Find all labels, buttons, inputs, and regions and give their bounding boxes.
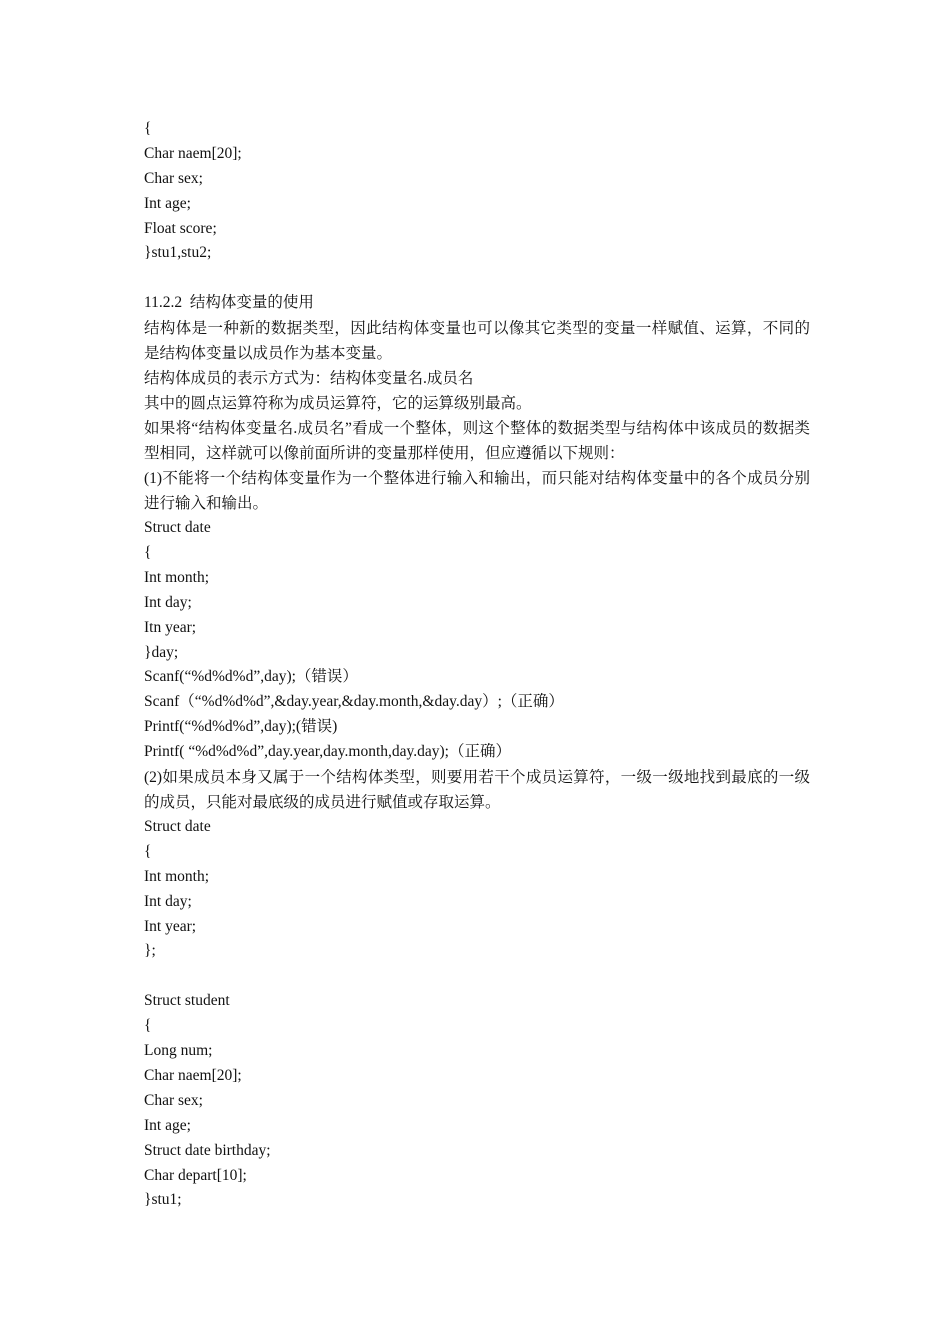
code-line: Scanf（“%d%d%d”,&day.year,&day.month,&day.day）;（正确） — [144, 693, 564, 711]
code-line: Scanf(“%d%d%d”,day);（错误） — [144, 668, 358, 686]
paragraph: 如果将“结构体变量名.成员名”看成一个整体，则这个整体的数据类型与结构体中该成员的数据类型相同，这样就可以像前面所讲的变量那样使用，但应遵循以下规则： — [144, 420, 810, 463]
code-line: Printf(“%d%d%d”,day);(错误) — [144, 718, 338, 736]
code-line: }stu1,stu2; — [144, 244, 212, 262]
code-line: Char naem[20]; — [144, 1066, 242, 1084]
code-line: Int day; — [144, 892, 192, 910]
code-line: Int month; — [144, 867, 210, 885]
code-line: Int age; — [144, 194, 191, 212]
code-line: Int age; — [144, 1116, 191, 1134]
paragraph: 其中的圆点运算符称为成员运算符，它的运算级别最高。 — [144, 395, 532, 413]
code-line: Char naem[20]; — [144, 144, 242, 162]
code-line: }stu1; — [144, 1191, 182, 1209]
code-line: { — [144, 544, 152, 562]
code-line: Char sex; — [144, 1091, 203, 1109]
code-line: { — [144, 842, 152, 860]
paragraph: 结构体是一种新的数据类型，因此结构体变量也可以像其它类型的变量一样赋值、运算，不同的是结构体变量以成员作为基本变量。 — [144, 320, 810, 363]
spacer — [144, 964, 810, 989]
code-line: Struct date birthday; — [144, 1141, 271, 1159]
code-block-d — [144, 989, 810, 1213]
paragraph: 结构体成员的表示方式为：结构体变量名.成员名 — [144, 370, 474, 388]
code-line: Char depart[10]; — [144, 1166, 247, 1184]
code-line: { — [144, 120, 152, 137]
code-block-b — [144, 516, 810, 765]
code-line: Itn year; — [144, 618, 197, 636]
code-line: Struct date — [144, 519, 211, 537]
code-line: Char sex; — [144, 169, 203, 187]
code-line: { — [144, 1017, 152, 1035]
code-line: Struct date — [144, 818, 211, 836]
rule-paragraph: (2)如果成员本身又属于一个结构体类型，则要用若干个成员运算符，一级一级地找到最底的一级的成员，只能对最底级的成员进行赋值或存取运算。 — [144, 769, 810, 812]
document-page — [144, 117, 810, 1213]
code-line: Int day; — [144, 593, 192, 611]
code-line: Struct student — [144, 992, 230, 1010]
spacer — [144, 266, 810, 291]
code-block-a — [144, 117, 810, 266]
code-line: Float score; — [144, 219, 217, 237]
code-line: Int month; — [144, 568, 210, 586]
code-line: }day; — [144, 643, 179, 661]
section-heading: 11.2.2 结构体变量的使用 — [144, 294, 314, 312]
code-line: Int year; — [144, 917, 197, 935]
code-block-c — [144, 815, 810, 964]
code-line: Long num; — [144, 1042, 213, 1060]
code-line: }; — [144, 942, 156, 960]
code-line: Printf( “%d%d%d”,day.year,day.month,day.day);（正确） — [144, 743, 511, 761]
rule-paragraph: (1)不能将一个结构体变量作为一个整体进行输入和输出，而只能对结构体变量中的各个成员分别进行输入和输出。 — [144, 470, 810, 513]
